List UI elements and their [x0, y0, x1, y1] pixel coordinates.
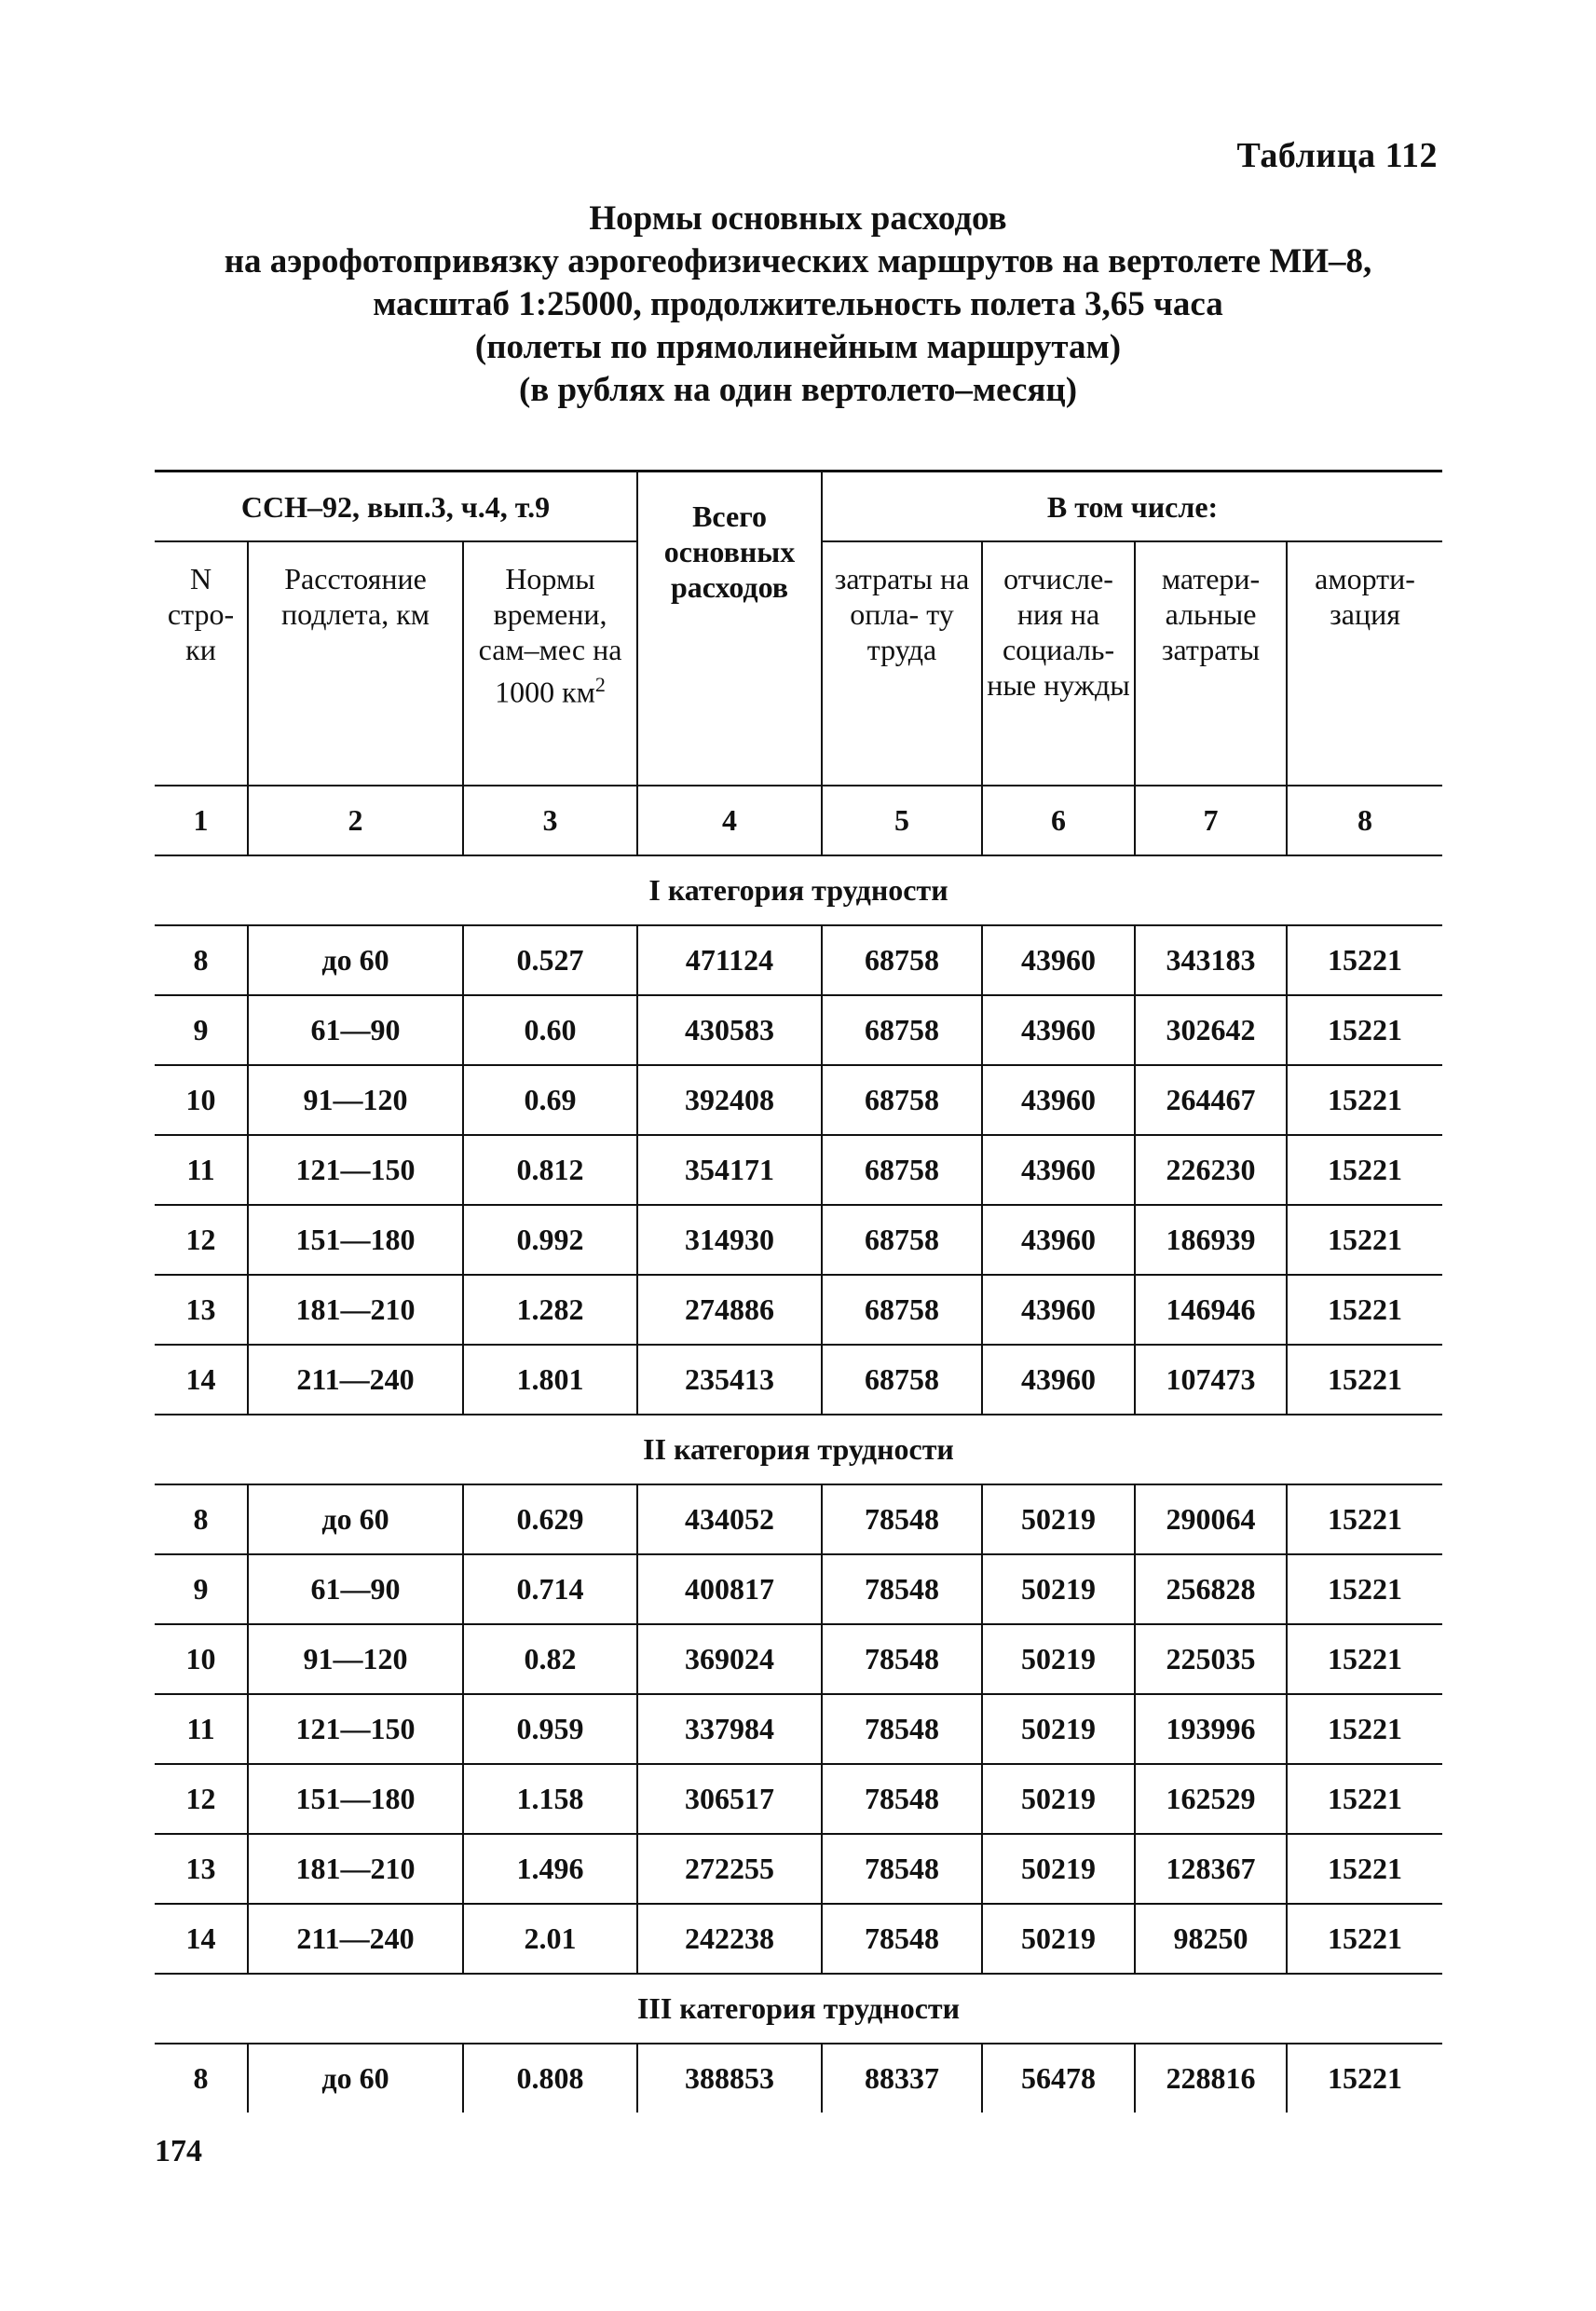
cell-social-deductions: 56478: [982, 2044, 1135, 2113]
cell-social-deductions: 50219: [982, 1624, 1135, 1694]
cell-depreciation: 15221: [1287, 1135, 1442, 1205]
cell-time-norm: 0.714: [463, 1554, 637, 1624]
cell-material-costs: 98250: [1135, 1904, 1287, 1974]
table-row: [155, 1904, 1442, 1974]
cell-depreciation: 15221: [1287, 1904, 1442, 1974]
cell-material-costs: 290064: [1135, 1484, 1287, 1554]
cell-material-costs: 228816: [1135, 2044, 1287, 2113]
cell-total-costs: 306517: [637, 1764, 822, 1834]
cell-labor-costs: 68758: [822, 925, 982, 995]
cell-distance: 181—210: [248, 1275, 463, 1345]
cell-labor-costs: 78548: [822, 1764, 982, 1834]
cell-depreciation: 15221: [1287, 1834, 1442, 1904]
cell-distance: 181—210: [248, 1834, 463, 1904]
cell-time-norm: 0.992: [463, 1205, 637, 1275]
cell-row-number: 8: [155, 2044, 248, 2113]
header-social-deductions: отчисле- ния на социаль- ные нужды: [982, 541, 1135, 786]
cell-time-norm: 0.959: [463, 1694, 637, 1764]
cell-row-number: 14: [155, 1345, 248, 1415]
cell-row-number: 12: [155, 1205, 248, 1275]
column-number: 5: [822, 786, 982, 855]
column-numbers-row: [155, 786, 1442, 855]
header-depreciation: аморти- зация: [1287, 541, 1442, 786]
header-time-norms: [463, 541, 637, 786]
header-material-costs: матери- альные затраты: [1135, 541, 1287, 786]
column-number: 1: [155, 786, 248, 855]
cell-distance: 211—240: [248, 1345, 463, 1415]
cell-time-norm: 0.808: [463, 2044, 637, 2113]
cell-social-deductions: 50219: [982, 1764, 1135, 1834]
cell-depreciation: 15221: [1287, 1694, 1442, 1764]
cell-distance: 91—120: [248, 1624, 463, 1694]
cell-social-deductions: 43960: [982, 1205, 1135, 1275]
column-number: 8: [1287, 786, 1442, 855]
table-row: [155, 925, 1442, 995]
cell-labor-costs: 78548: [822, 1624, 982, 1694]
table-row: [155, 2044, 1442, 2113]
cell-time-norm: 0.69: [463, 1065, 637, 1135]
cell-row-number: 11: [155, 1694, 248, 1764]
cell-material-costs: 343183: [1135, 925, 1287, 995]
cell-total-costs: 242238: [637, 1904, 822, 1974]
norms-table: [155, 470, 1442, 2113]
table-row: [155, 995, 1442, 1065]
cell-time-norm: 0.629: [463, 1484, 637, 1554]
cell-distance: 91—120: [248, 1065, 463, 1135]
cell-depreciation: 15221: [1287, 1624, 1442, 1694]
cell-distance: 61—90: [248, 1554, 463, 1624]
header-row-number: N стро- ки: [155, 541, 248, 786]
table-row: [155, 1554, 1442, 1624]
cell-material-costs: 226230: [1135, 1135, 1287, 1205]
cell-total-costs: 471124: [637, 925, 822, 995]
cell-time-norm: 2.01: [463, 1904, 637, 1974]
table-title: [93, 198, 1503, 412]
cell-distance: 151—180: [248, 1205, 463, 1275]
cell-total-costs: 369024: [637, 1624, 822, 1694]
title-line: (полеты по прямолинейным маршрутам): [474, 328, 1122, 366]
title-line: (в рублях на один вертолето–месяц): [518, 371, 1078, 409]
category-row: [155, 855, 1442, 925]
cell-labor-costs: 78548: [822, 1554, 982, 1624]
cell-labor-costs: 68758: [822, 1275, 982, 1345]
cell-depreciation: 15221: [1287, 1345, 1442, 1415]
cell-row-number: 13: [155, 1275, 248, 1345]
cell-material-costs: 107473: [1135, 1345, 1287, 1415]
cell-labor-costs: 78548: [822, 1694, 982, 1764]
table-row: [155, 1624, 1442, 1694]
cell-labor-costs: 68758: [822, 1135, 982, 1205]
cell-time-norm: 1.496: [463, 1834, 637, 1904]
table-row: [155, 1484, 1442, 1554]
category-label: III категория трудности: [155, 1974, 1442, 2044]
cell-depreciation: 15221: [1287, 1554, 1442, 1624]
cell-labor-costs: 68758: [822, 1065, 982, 1135]
header-time-norms-text: Нормы времени, сам–мес на 1000 км: [478, 562, 622, 709]
cell-distance: до 60: [248, 925, 463, 995]
cell-row-number: 14: [155, 1904, 248, 1974]
cell-material-costs: 256828: [1135, 1554, 1287, 1624]
column-number: 4: [637, 786, 822, 855]
cell-depreciation: 15221: [1287, 2044, 1442, 2113]
cell-social-deductions: 43960: [982, 1135, 1135, 1205]
cell-social-deductions: 43960: [982, 1065, 1135, 1135]
cell-total-costs: 430583: [637, 995, 822, 1065]
cell-time-norm: 0.527: [463, 925, 637, 995]
header-distance: Расстояние подлета, км: [248, 541, 463, 786]
header-including-group: В том числе:: [822, 472, 1442, 542]
cell-total-costs: 392408: [637, 1065, 822, 1135]
cell-distance: до 60: [248, 1484, 463, 1554]
column-number: 3: [463, 786, 637, 855]
cell-depreciation: 15221: [1287, 925, 1442, 995]
cell-time-norm: 1.801: [463, 1345, 637, 1415]
category-label: I категория трудности: [155, 855, 1442, 925]
cell-depreciation: 15221: [1287, 1205, 1442, 1275]
cell-depreciation: 15221: [1287, 1764, 1442, 1834]
header-ssn-group: ССН–92, вып.3, ч.4, т.9: [155, 472, 637, 542]
column-number: 2: [248, 786, 463, 855]
cell-total-costs: 337984: [637, 1694, 822, 1764]
table-number: Таблица 112: [1236, 136, 1438, 175]
cell-time-norm: 1.158: [463, 1764, 637, 1834]
column-number: 6: [982, 786, 1135, 855]
cell-labor-costs: 78548: [822, 1484, 982, 1554]
cell-row-number: 10: [155, 1065, 248, 1135]
cell-row-number: 13: [155, 1834, 248, 1904]
header-total: Всего основных расходов: [637, 472, 822, 786]
cell-total-costs: 354171: [637, 1135, 822, 1205]
table-row: [155, 1694, 1442, 1764]
cell-row-number: 11: [155, 1135, 248, 1205]
cell-labor-costs: 78548: [822, 1904, 982, 1974]
table-row: [155, 1275, 1442, 1345]
cell-row-number: 8: [155, 1484, 248, 1554]
page-number: 174: [155, 2134, 202, 2168]
cell-depreciation: 15221: [1287, 1065, 1442, 1135]
cell-depreciation: 15221: [1287, 1484, 1442, 1554]
cell-social-deductions: 43960: [982, 925, 1135, 995]
cell-row-number: 10: [155, 1624, 248, 1694]
cell-distance: 121—150: [248, 1135, 463, 1205]
cell-total-costs: 235413: [637, 1345, 822, 1415]
header-labor-costs: затраты на опла- ту труда: [822, 541, 982, 786]
header-time-norms-sup: 2: [594, 673, 606, 696]
cell-total-costs: 314930: [637, 1205, 822, 1275]
cell-depreciation: 15221: [1287, 1275, 1442, 1345]
cell-social-deductions: 50219: [982, 1694, 1135, 1764]
cell-material-costs: 225035: [1135, 1624, 1287, 1694]
cell-labor-costs: 68758: [822, 1345, 982, 1415]
cell-total-costs: 274886: [637, 1275, 822, 1345]
cell-material-costs: 302642: [1135, 995, 1287, 1065]
cell-row-number: 12: [155, 1764, 248, 1834]
cell-social-deductions: 43960: [982, 1345, 1135, 1415]
category-row: [155, 1974, 1442, 2044]
cell-social-deductions: 50219: [982, 1834, 1135, 1904]
cell-distance: 121—150: [248, 1694, 463, 1764]
cell-material-costs: 146946: [1135, 1275, 1287, 1345]
cell-material-costs: 186939: [1135, 1205, 1287, 1275]
table-row: [155, 1345, 1442, 1415]
title-line: Нормы основных расходов: [589, 199, 1007, 238]
cell-row-number: 9: [155, 995, 248, 1065]
cell-depreciation: 15221: [1287, 995, 1442, 1065]
category-label: II категория трудности: [155, 1415, 1442, 1484]
cell-total-costs: 400817: [637, 1554, 822, 1624]
cell-social-deductions: 50219: [982, 1554, 1135, 1624]
table-row: [155, 1135, 1442, 1205]
cell-distance: 61—90: [248, 995, 463, 1065]
cell-distance: до 60: [248, 2044, 463, 2113]
cell-material-costs: 128367: [1135, 1834, 1287, 1904]
cell-material-costs: 264467: [1135, 1065, 1287, 1135]
cell-total-costs: 434052: [637, 1484, 822, 1554]
cell-labor-costs: 68758: [822, 995, 982, 1065]
cell-total-costs: 388853: [637, 2044, 822, 2113]
cell-labor-costs: 88337: [822, 2044, 982, 2113]
table-row: [155, 1764, 1442, 1834]
cell-distance: 151—180: [248, 1764, 463, 1834]
cell-distance: 211—240: [248, 1904, 463, 1974]
cell-time-norm: 0.82: [463, 1624, 637, 1694]
cell-social-deductions: 43960: [982, 1275, 1135, 1345]
cell-labor-costs: 78548: [822, 1834, 982, 1904]
cell-total-costs: 272255: [637, 1834, 822, 1904]
table-body: [155, 786, 1442, 2113]
table-row: [155, 1065, 1442, 1135]
cell-social-deductions: 50219: [982, 1904, 1135, 1974]
cell-material-costs: 162529: [1135, 1764, 1287, 1834]
cell-row-number: 8: [155, 925, 248, 995]
table-row: [155, 1834, 1442, 1904]
column-number: 7: [1135, 786, 1287, 855]
title-line: масштаб 1:25000, продолжительность полета 3,65 часа: [373, 285, 1223, 323]
cell-social-deductions: 43960: [982, 995, 1135, 1065]
category-row: [155, 1415, 1442, 1484]
cell-row-number: 9: [155, 1554, 248, 1624]
cell-labor-costs: 68758: [822, 1205, 982, 1275]
cell-social-deductions: 50219: [982, 1484, 1135, 1554]
title-line: на аэрофотопривязку аэрогеофизических маршрутов на вертолете МИ–8,: [224, 242, 1372, 280]
cell-material-costs: 193996: [1135, 1694, 1287, 1764]
cell-time-norm: 0.812: [463, 1135, 637, 1205]
table-row: [155, 1205, 1442, 1275]
cell-time-norm: 0.60: [463, 995, 637, 1065]
cell-time-norm: 1.282: [463, 1275, 637, 1345]
